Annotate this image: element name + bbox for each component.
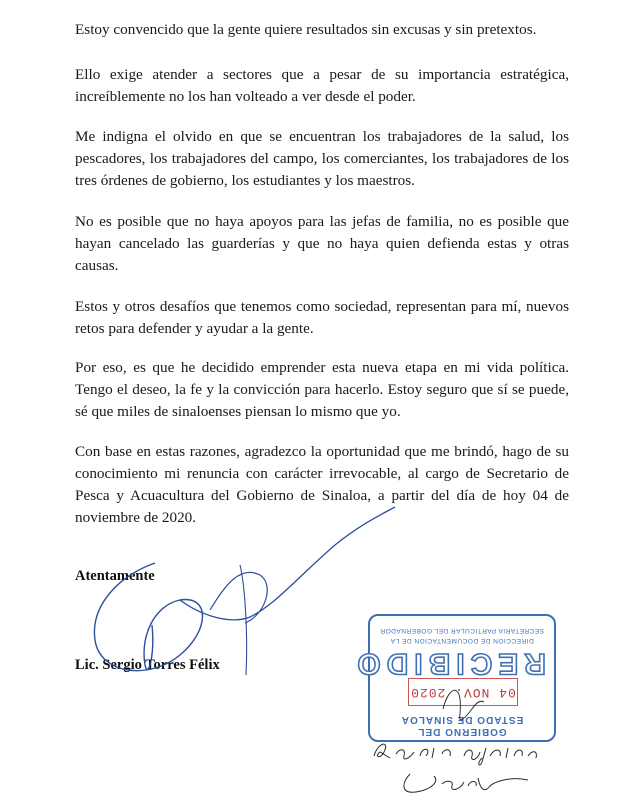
received-stamp <box>351 614 556 742</box>
handwritten-note <box>360 734 560 804</box>
paragraph-6: Por eso, es que he decidido emprender esta nueva etapa en mi vida política. Tengo el deseo, la fe y la convicción para hacerlo. Estoy seguro que sí se puede, sé que miles de sinaloenses piensan lo mismo que yo. <box>75 359 569 420</box>
closing-text: Atentamente <box>75 568 155 584</box>
signature-scribble <box>60 505 400 695</box>
stamp-initials-scribble <box>351 614 556 742</box>
stamp-received: RECIBIDO <box>351 647 546 680</box>
paragraph-1: Estoy convencido que la gente quiere resultados sin excusas y sin pretextos. <box>75 21 537 38</box>
paragraph-7: Con base en estas razones, agradezco la oportunidad que me brindó, hago de su conocimiento mi renuncia con carácter irrevocable, al cargo de Secretario de Pesca y Acuacultura del Gobierno de Sinaloa, a partir del día de hoy 04 de noviembre de 2020. <box>75 443 569 526</box>
paragraph-2: Ello exige atender a sectores que a pesar de su importancia estratégica, increíblemente no los han volteado a ver desde el poder. <box>75 66 569 105</box>
stamp-date: 04 NOV. 2020 <box>408 678 518 706</box>
stamp-line-4: SECRETARIA PARTICULAR DEL GOBERNADOR <box>379 627 545 634</box>
stamp-line-3: DIRECCION DE DOCUMENTACION DE LA <box>390 637 534 644</box>
handwritten-note-drawing <box>360 734 560 804</box>
paragraph-3: Me indigna el olvido en que se encuentran los trabajadores de la salud, los pescadores, los trabajadores del campo, los comerciantes, los trabajadores de los tres órdenes de gobierno, los estudiantes y los maestros. <box>75 128 569 189</box>
stamp-line-1: GOBIERNO DEL <box>417 726 507 737</box>
paragraph-5: Estos y otros desafíos que tenemos como sociedad, representan para mí, nuevos retos para defender y ayudar a la gente. <box>75 298 569 337</box>
paragraph-4: No es posible que no haya apoyos para las jefas de familia, no es posible que hayan cancelado las guarderías y que no haya quien defienda estas y otras causas. <box>75 213 569 274</box>
stamp-line-2: ESTADO DE SINALOA <box>400 714 524 725</box>
signer-name: Lic. Sergio Torres Félix <box>75 657 220 673</box>
